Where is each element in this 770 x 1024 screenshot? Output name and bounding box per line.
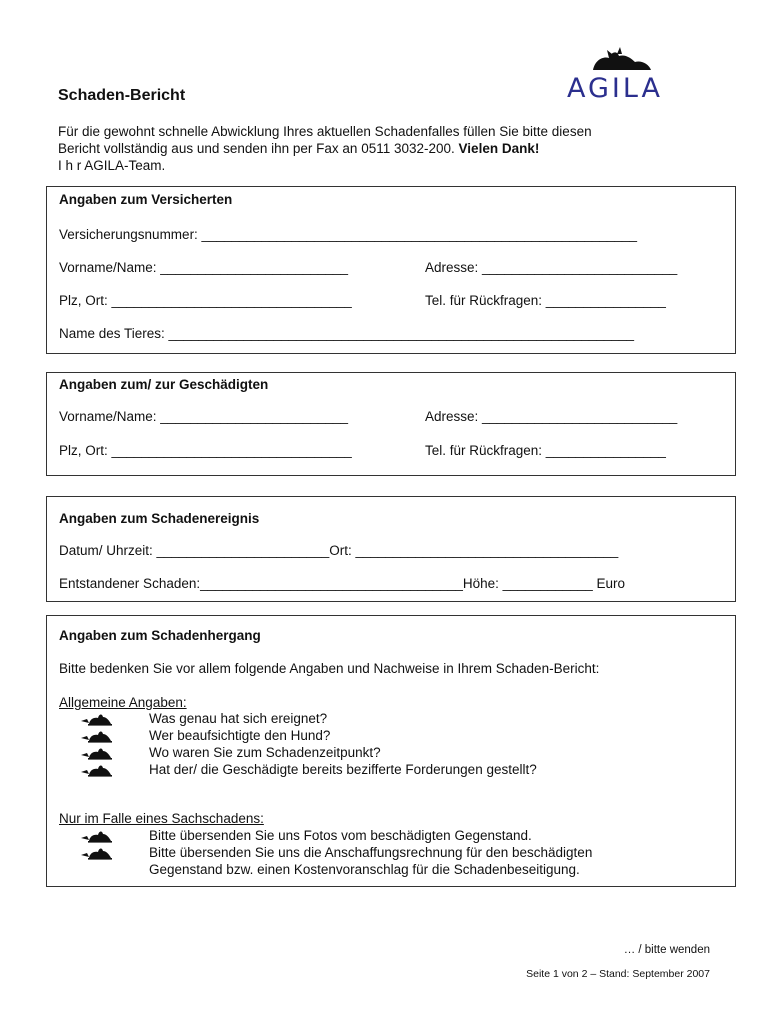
cat-dog-logo-icon bbox=[565, 44, 665, 74]
plz-ort-field[interactable]: Plz, Ort: ________________________________ bbox=[59, 443, 352, 458]
section-geschaedigter bbox=[46, 372, 736, 476]
plz-ort-field[interactable]: Plz, Ort: ________________________________ bbox=[59, 293, 352, 308]
adresse-field[interactable]: Adresse: __________________________ bbox=[425, 409, 678, 424]
section-title: Angaben zum/ zur Geschädigten bbox=[59, 377, 269, 392]
dog-walker-icon bbox=[79, 846, 115, 860]
vorname-field[interactable]: Vorname/Name: _________________________ bbox=[59, 260, 348, 275]
bitte-wenden: … / bitte wenden bbox=[623, 944, 710, 956]
section-title: Angaben zum Versicherten bbox=[59, 192, 233, 207]
dog-walker-icon bbox=[79, 712, 115, 726]
dog-walker-icon bbox=[79, 763, 115, 777]
intro-thanks: Vielen Dank! bbox=[458, 141, 540, 156]
intro-text bbox=[58, 123, 718, 174]
sach-item-text: Bitte übersenden Sie uns die Anschaffungsrechnung für den beschädigten bbox=[149, 845, 593, 860]
datum-ort-field[interactable]: Datum/ Uhrzeit: _______________________Ort: ___________________________________ bbox=[59, 543, 619, 558]
tiername-field[interactable]: Name des Tieres: ______________________________________________________________ bbox=[59, 326, 635, 341]
allgemein-item-text: Hat der/ die Geschädigte bereits bezifferte Forderungen gestellt? bbox=[149, 762, 537, 777]
allgemein-heading: Allgemeine Angaben: bbox=[59, 695, 187, 710]
intro-line-3: I h r AGILA-Team. bbox=[58, 158, 166, 173]
dog-walker-icon bbox=[79, 729, 115, 743]
sach-item-text: Bitte übersenden Sie uns Fotos vom beschädigten Gegenstand. bbox=[149, 828, 532, 843]
page-footer: Seite 1 von 2 – Stand: September 2007 bbox=[526, 968, 710, 980]
dog-walker-icon bbox=[79, 746, 115, 760]
intro-line-2 bbox=[58, 140, 718, 157]
agila-logo bbox=[565, 44, 665, 108]
page-title: Schaden-Bericht bbox=[58, 87, 186, 104]
logo-text: AGILA bbox=[566, 73, 663, 104]
vorname-field[interactable]: Vorname/Name: _________________________ bbox=[59, 409, 348, 424]
allgemein-item-text: Was genau hat sich ereignet? bbox=[149, 711, 328, 726]
section-schadenereignis bbox=[46, 496, 736, 602]
dog-walker-icon bbox=[79, 829, 115, 843]
sach-continuation: Gegenstand bzw. einen Kostenvoranschlag für die Schadenbeseitigung. bbox=[149, 862, 580, 877]
allgemein-item-text: Wo waren Sie zum Schadenzeitpunkt? bbox=[149, 745, 381, 760]
sach-heading: Nur im Falle eines Sachschadens: bbox=[59, 811, 264, 826]
tel-field[interactable]: Tel. für Rückfragen: ________________ bbox=[425, 443, 666, 458]
section-title: Angaben zum Schadenereignis bbox=[59, 511, 260, 526]
section-schadenhergang bbox=[46, 615, 736, 887]
adresse-field[interactable]: Adresse: __________________________ bbox=[425, 260, 678, 275]
schaden-hoehe-field[interactable]: Entstandener Schaden:___________________________________Höhe: ____________ Euro bbox=[59, 576, 626, 591]
intro-line-1: Für die gewohnt schnelle Abwicklung Ihres aktuellen Schadenfalles füllen Sie bitte diesen bbox=[58, 124, 592, 139]
versicherungsnummer-field[interactable]: Versicherungsnummer: __________________________________________________________ bbox=[59, 227, 638, 242]
hinweis-text: Bitte bedenken Sie vor allem folgende Angaben und Nachweise in Ihrem Schaden-Bericht: bbox=[59, 661, 600, 676]
tel-field[interactable]: Tel. für Rückfragen: ________________ bbox=[425, 293, 666, 308]
section-versicherter bbox=[46, 186, 736, 354]
allgemein-item-text: Wer beaufsichtigte den Hund? bbox=[149, 728, 331, 743]
intro-line-2-text: Bericht vollständig aus und senden ihn per Fax an 0511 3032-200. bbox=[58, 141, 455, 156]
section-title: Angaben zum Schadenhergang bbox=[59, 628, 261, 643]
